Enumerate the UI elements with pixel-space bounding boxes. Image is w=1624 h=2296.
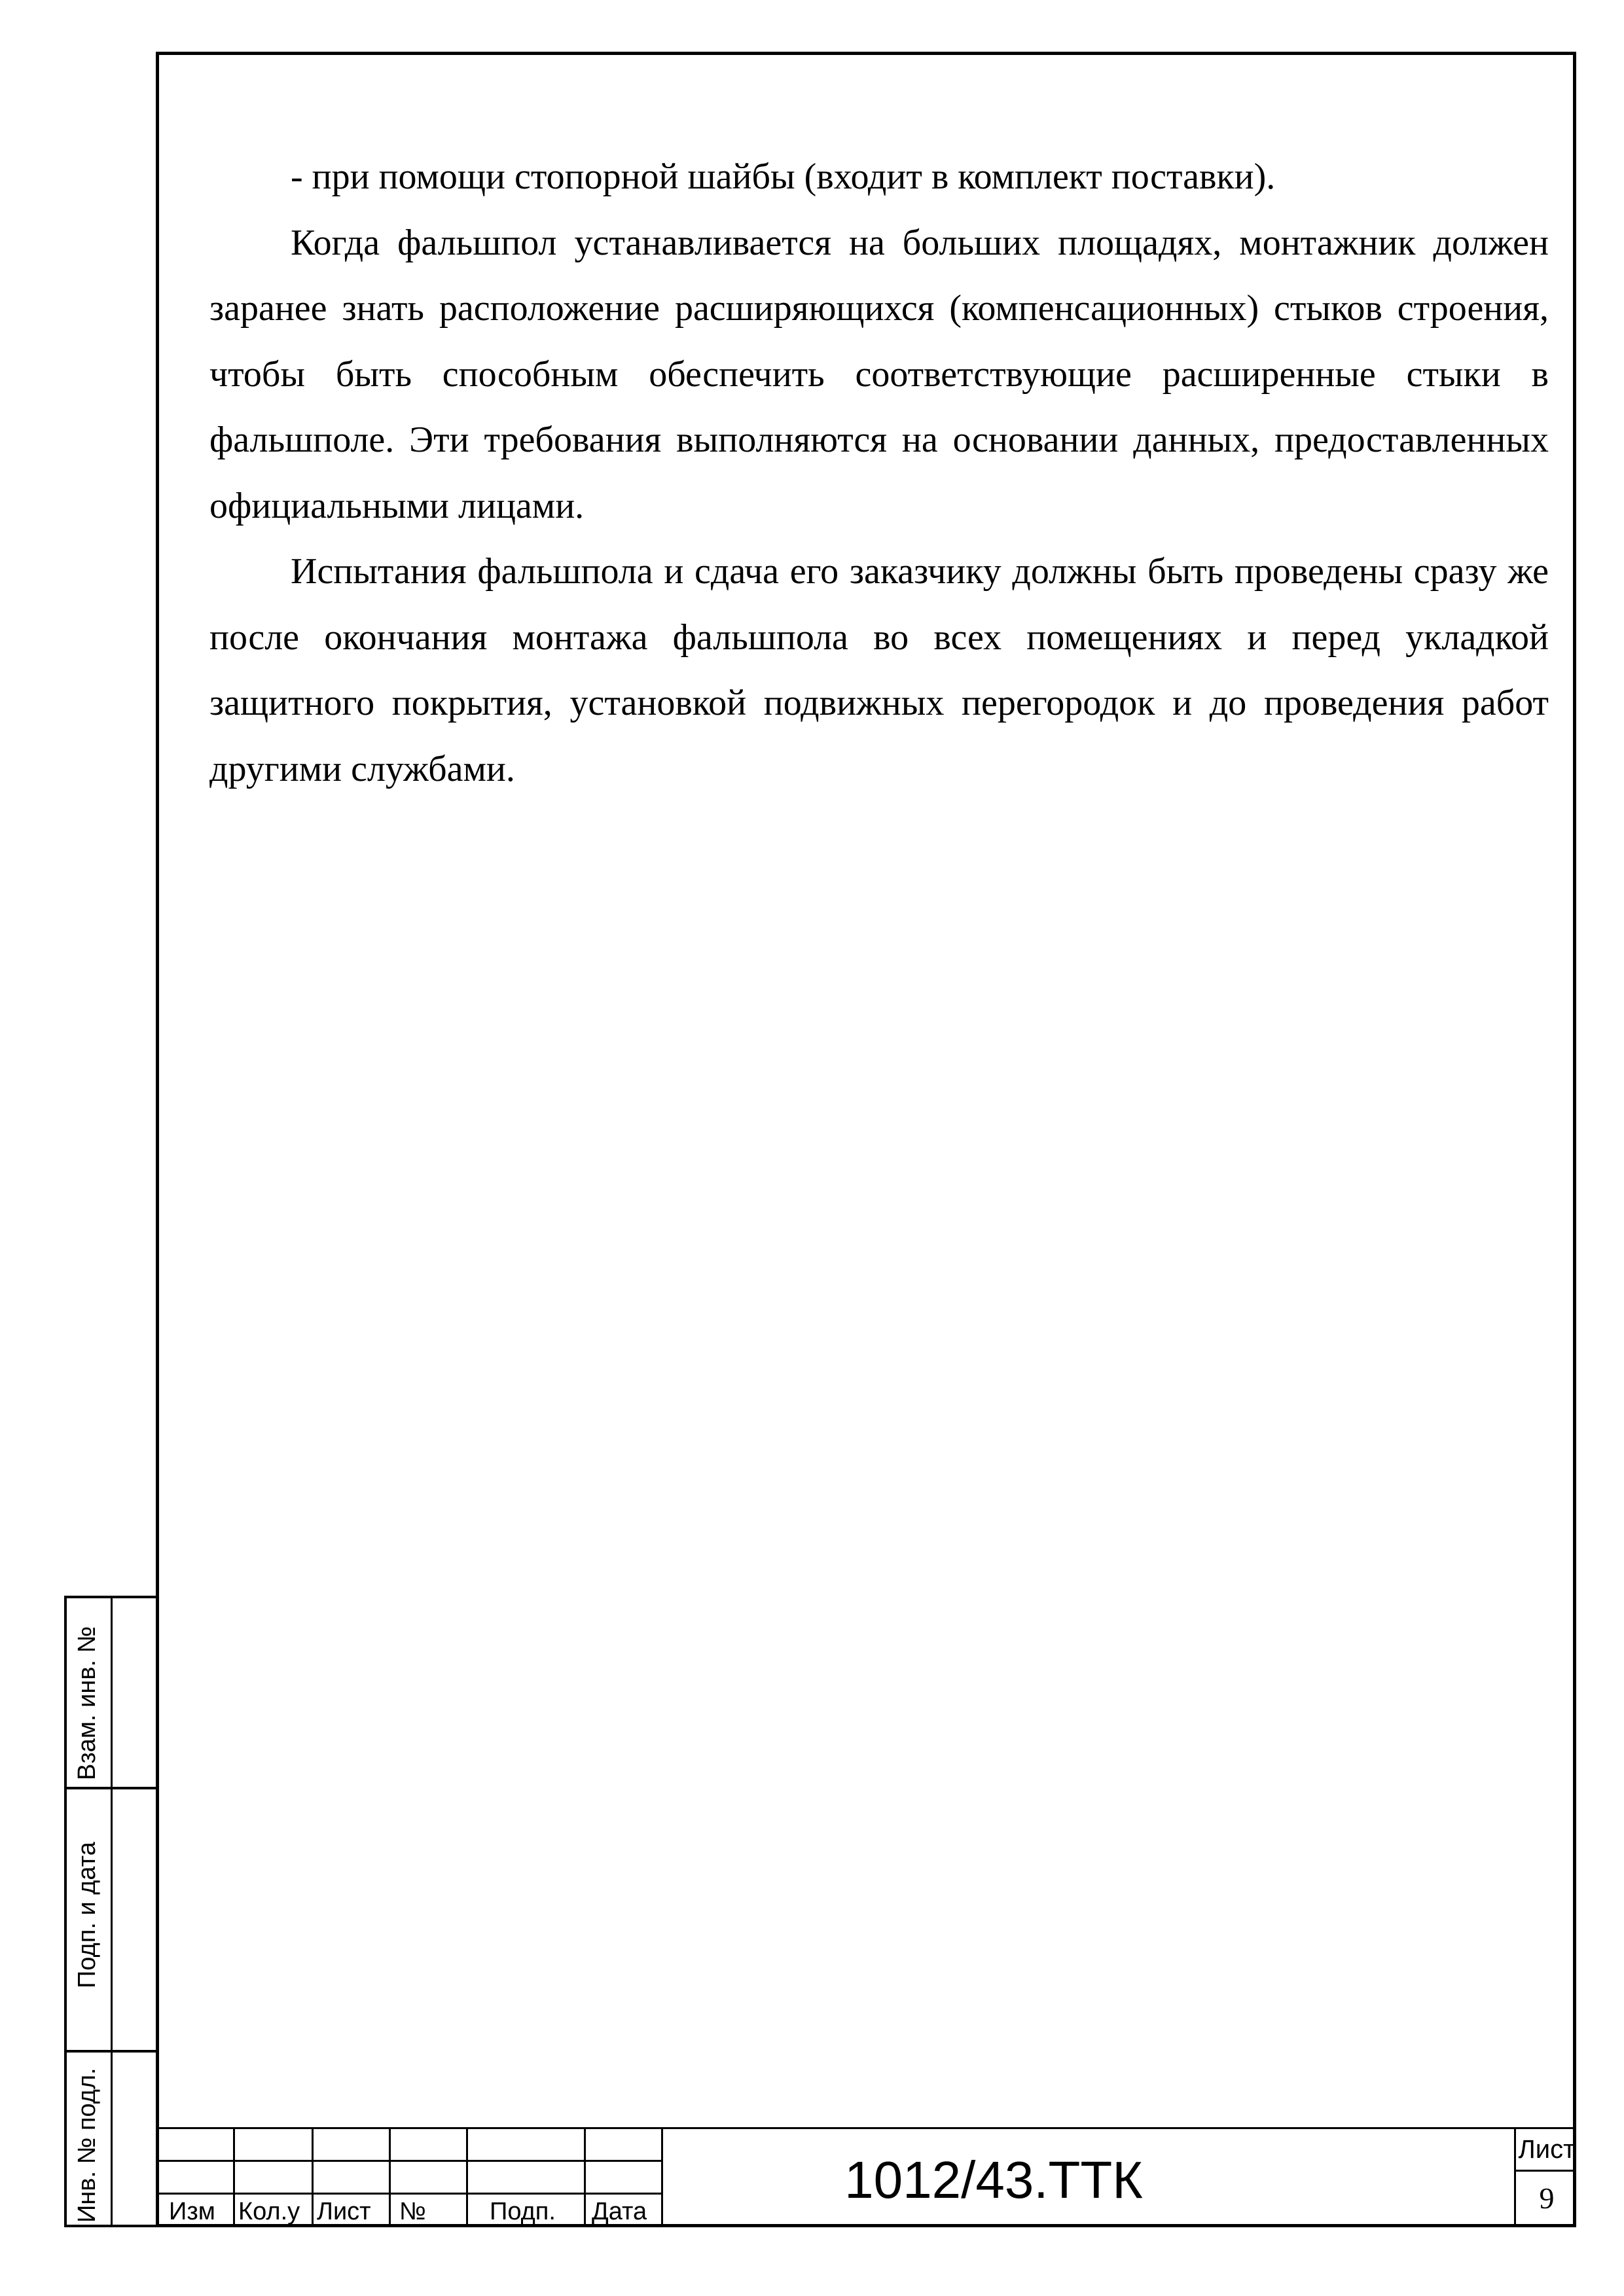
title-block-rule (1514, 2170, 1576, 2172)
title-block-col (466, 2127, 468, 2227)
title-block-rule (156, 2160, 663, 2162)
side-stamp (64, 1596, 156, 2227)
stamp-col-kol: Кол.у (238, 2198, 300, 2225)
side-stamp-rule (67, 2050, 156, 2053)
title-block-col (1514, 2127, 1516, 2227)
title-block-col (233, 2127, 235, 2227)
title-block-col (584, 2127, 586, 2227)
sheet-number: 9 (1539, 2181, 1555, 2215)
stamp-col-no: № (399, 2198, 426, 2225)
title-block-col (389, 2127, 391, 2227)
title-block-top-rule (156, 2127, 1576, 2129)
stamp-col-list: Лист (317, 2198, 371, 2225)
document-code: 1012/43.ТТК (844, 2151, 1143, 2209)
body-text (209, 144, 1549, 802)
paragraph: - при помощи стопорной шайбы (входит в комплект поставки). (291, 156, 1276, 197)
title-block-col (312, 2127, 314, 2227)
paragraph: Когда фальшпол устанавливается на больших площадях, монтажник должен заранее знать расположение расширяющихся (компенсационных) стыков строения, чтобы быть способным обеспечить соответствующие расширенные стыки в фальшполе. Эти требования выполняются на основании данных, предоставленных официальными лицами. (209, 222, 1549, 526)
stamp-col-izm: Изм (169, 2198, 215, 2225)
title-block-col (661, 2127, 663, 2227)
title-block (156, 2127, 1576, 2227)
stamp-col-date: Дата (592, 2198, 647, 2225)
side-label-inv-orig: Инв. № подл. (73, 2068, 101, 2223)
side-label-sign-date: Подп. и дата (73, 1842, 101, 1988)
side-stamp-divider (111, 1598, 113, 2225)
title-block-rule (156, 2193, 663, 2195)
side-label-replace-inv: Взам. инв. № (73, 1626, 101, 1780)
side-stamp-rule (67, 1787, 156, 1789)
stamp-col-sign: Подп. (490, 2198, 556, 2225)
paragraph: Испытания фальшпола и сдача его заказчику должны быть проведены сразу же после окончания монтажа фальшпола во всех помещениях и перед укладкой защитного покрытия, установкой подвижных перегородок и до проведения работ другими службами. (209, 551, 1549, 789)
sheet-label: Лист (1518, 2135, 1576, 2164)
